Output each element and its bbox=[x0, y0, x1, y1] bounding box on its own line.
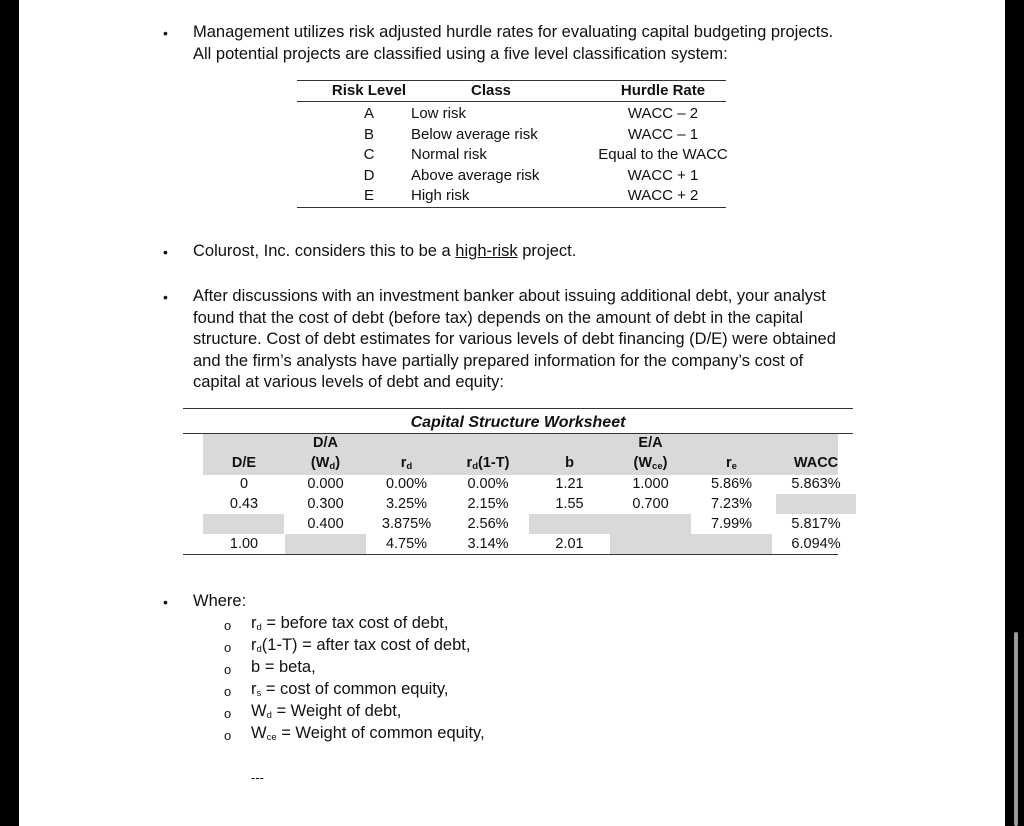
row0-wce: 1.000 bbox=[632, 476, 669, 492]
bullet2-text-after: project. bbox=[517, 242, 577, 260]
row3-wacc: 6.094% bbox=[791, 536, 841, 552]
hurdle-c: Equal to the WACC bbox=[598, 146, 728, 163]
class-low: Low risk bbox=[411, 105, 467, 122]
sub-bullet-marker: o bbox=[224, 684, 232, 699]
row1-rd: 3.25% bbox=[385, 496, 428, 512]
row0-de: 0 bbox=[239, 476, 249, 492]
wacc-header: WACC bbox=[793, 455, 839, 471]
risk-level-a: A bbox=[363, 105, 374, 122]
definition-rd-after-tax: $r_d(1-T)$ = after tax cost of debt, bbox=[251, 636, 471, 655]
sub-bullet-marker: o bbox=[224, 640, 232, 655]
bullet-marker: • bbox=[163, 289, 168, 305]
bullet3-line: found that the cost of debt (before tax) depends on the amount of debt in the capital bbox=[193, 308, 804, 327]
sub-bullet-marker: o bbox=[224, 662, 232, 677]
hurdle-e: WACC + 2 bbox=[627, 187, 699, 204]
class-above-average: Above average risk bbox=[411, 167, 540, 184]
bullet1-line1: Management utilizes risk adjusted hurdle rates for evaluating capital budgeting projects. bbox=[193, 23, 834, 41]
empty-wacc-cell bbox=[776, 494, 856, 514]
definition-wd: $W_d$ = Weight of debt, bbox=[251, 702, 402, 721]
da-header: D/A bbox=[313, 435, 338, 451]
worksheet-title: Capital Structure Worksheet bbox=[410, 414, 626, 431]
definition-beta: b = beta, bbox=[251, 658, 316, 676]
row2-rdt: 2.56% bbox=[467, 516, 509, 532]
risk-level-d: D bbox=[363, 167, 375, 184]
row3-de: 1.00 bbox=[229, 536, 259, 552]
document-page bbox=[19, 0, 1005, 826]
row2-wd: 0.400 bbox=[307, 516, 344, 532]
hurdle-rate-header: Hurdle Rate bbox=[620, 82, 706, 99]
risk-level-header: Risk Level bbox=[331, 82, 407, 99]
bullet1-paragraph bbox=[193, 22, 833, 65]
bullet-marker: • bbox=[163, 244, 168, 260]
class-normal: Normal risk bbox=[411, 146, 487, 163]
worksheet-top-rule bbox=[183, 408, 853, 409]
row1-beta: 1.55 bbox=[555, 496, 584, 512]
row2-rd: 3.875% bbox=[381, 516, 432, 532]
row1-de: 0.43 bbox=[229, 496, 259, 512]
class-header: Class bbox=[470, 82, 512, 99]
bullet3-line: capital at various levels of debt and equity: bbox=[193, 373, 504, 391]
row3-rd: 4.75% bbox=[385, 536, 428, 552]
bullet-marker: • bbox=[163, 594, 168, 610]
worksheet-bottom-rule bbox=[183, 554, 838, 555]
beta-header: b bbox=[565, 455, 574, 471]
risk-level-c: C bbox=[363, 146, 375, 163]
where-label: Where: bbox=[193, 592, 247, 610]
sub-bullet-marker: o bbox=[224, 618, 232, 633]
trailing-dashes: --- bbox=[251, 770, 264, 785]
empty-wce-cell bbox=[610, 514, 691, 554]
bullet3-line: and the firm’s analysts have partially prepared information for the company’s cost of bbox=[193, 351, 804, 370]
definition-rs: $r_s = \cos t$ of common equity, bbox=[251, 680, 449, 699]
row0-wd: 0.000 bbox=[307, 476, 344, 492]
bullet3-paragraph bbox=[193, 286, 836, 394]
row0-beta: 1.21 bbox=[555, 476, 584, 492]
rd-after-tax-header: $r_d(1-T)$ bbox=[466, 455, 510, 472]
row0-wacc: 5.863% bbox=[791, 476, 841, 492]
sub-bullet-marker: o bbox=[224, 706, 232, 721]
row1-rdt: 2.15% bbox=[467, 496, 509, 512]
definition-wce: $W_{ce}$ = Weight of common equity, bbox=[251, 724, 485, 743]
empty-de-cell bbox=[203, 514, 284, 534]
row2-wacc: 5.817% bbox=[791, 516, 841, 532]
hurdle-a: WACC – 2 bbox=[627, 105, 699, 122]
definition-rd: $r_d$ = before tax cost of debt, bbox=[251, 614, 449, 633]
empty-beta-cell bbox=[529, 514, 610, 534]
hurdle-d: WACC + 1 bbox=[627, 167, 699, 184]
row2-re: 7.99% bbox=[710, 516, 753, 532]
bullet2-text-before: Colurost, Inc. considers this to be a bbox=[193, 242, 456, 260]
risk-classification-table bbox=[297, 80, 726, 208]
class-high: High risk bbox=[411, 187, 470, 204]
wce-header: $(W_{ce})$ bbox=[633, 455, 668, 472]
wd-header: $(W_d)$ bbox=[310, 455, 341, 472]
row3-rdt: 3.14% bbox=[467, 536, 509, 552]
row0-rdt: 0.00% bbox=[467, 476, 509, 492]
hurdle-b: WACC – 1 bbox=[627, 126, 699, 143]
row3-beta: 2.01 bbox=[555, 536, 584, 552]
re-header: $r_e$ bbox=[726, 455, 737, 472]
bullet2-paragraph bbox=[193, 241, 576, 263]
empty-re-cell bbox=[691, 534, 772, 554]
rd-header: $r_d$ bbox=[400, 455, 413, 472]
capital-structure-worksheet bbox=[183, 408, 853, 556]
bullet3-line: After discussions with an investment banker about issuing additional debt, your analyst bbox=[193, 287, 826, 305]
row1-wd: 0.300 bbox=[307, 496, 344, 512]
bullet-marker: • bbox=[163, 25, 168, 41]
row0-rd: 0.00% bbox=[385, 476, 428, 492]
ea-header: E/A bbox=[638, 435, 663, 451]
row0-re: 5.86% bbox=[710, 476, 753, 492]
row1-wce: 0.700 bbox=[632, 496, 669, 512]
class-below-average: Below average risk bbox=[411, 126, 538, 143]
row1-re: 7.23% bbox=[710, 496, 753, 512]
bullet1-line2: All potential projects are classified using a five level classification system: bbox=[193, 44, 728, 63]
de-header: D/E bbox=[231, 455, 257, 471]
empty-wd-cell bbox=[285, 534, 366, 554]
risk-level-e: E bbox=[363, 187, 374, 204]
sub-bullet-marker: o bbox=[224, 728, 232, 743]
bullet3-line: structure. Cost of debt estimates for various levels of debt financing (D/E) were obtained bbox=[193, 330, 836, 348]
risk-level-b: B bbox=[363, 126, 374, 143]
scrollbar[interactable] bbox=[1014, 632, 1018, 826]
header-rule bbox=[297, 101, 726, 102]
high-risk-underlined: high-risk bbox=[455, 242, 518, 260]
